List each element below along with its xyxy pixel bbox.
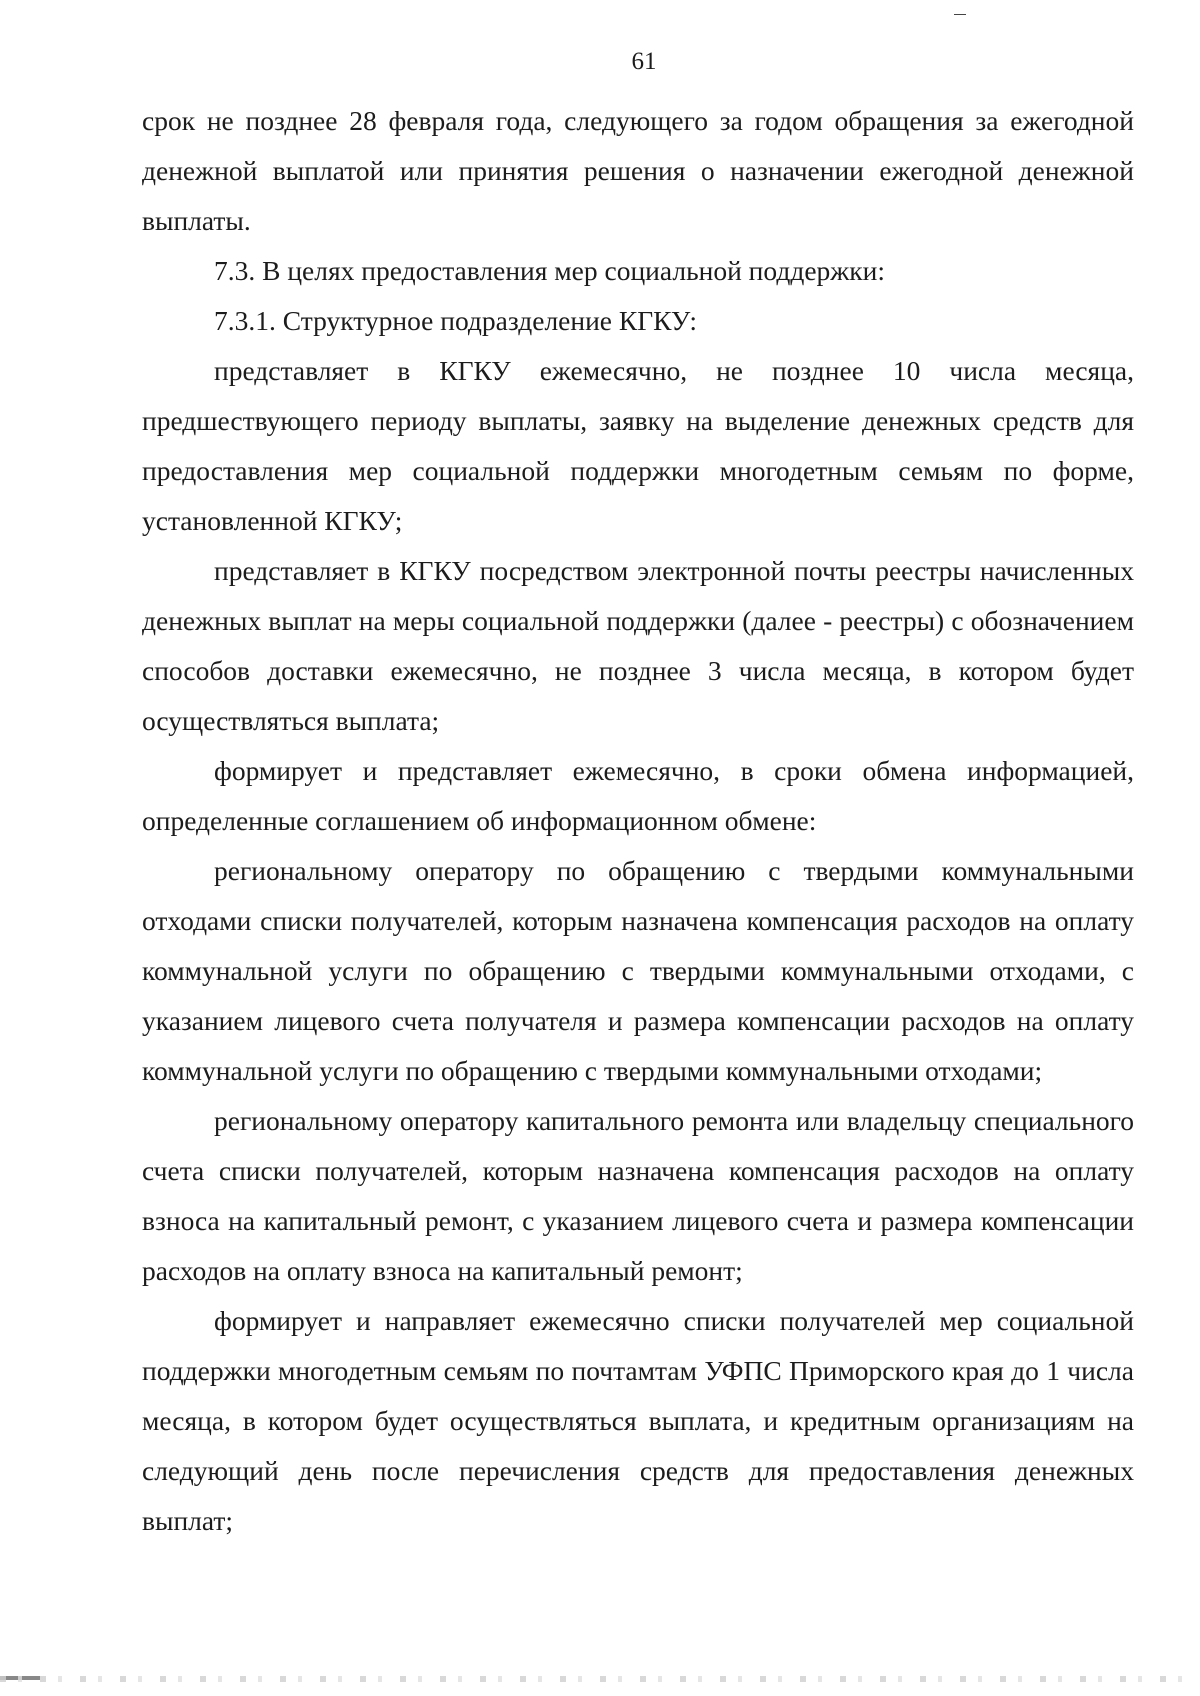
paragraph: представляет в КГКУ ежемесячно, не позднее 10 числа месяца, предшествующего периоду выплаты, заявку на выделение денежных средств для предоставления мер социальной поддержки многодетным семьям по форме, установленной КГКУ; [142, 355, 1134, 536]
paragraph-continuation: срок не позднее 28 февраля года, следующего за годом обращения за ежегодной денежной выплатой или принятия решения о назначении ежегодной денежной выплаты. [142, 105, 1134, 236]
section-heading-7-3-1: 7.3.1. Структурное подразделение КГКУ: [214, 305, 697, 336]
scan-edge-strip [0, 1676, 1200, 1682]
paragraph: формирует и представляет ежемесячно, в сроки обмена информацией, определенные соглашением об информационном обмене: [142, 755, 1134, 836]
page-number: 61 [631, 48, 657, 75]
section-heading-7-3: 7.3. В целях предоставления мер социальной поддержки: [214, 255, 885, 286]
paragraph: региональному оператору капитального ремонта или владельцу специального счета списки получателей, которым назначена компенсация расходов на оплату взноса на капитальный ремонт, с указанием лицевого счета и размера компенсации расходов на оплату взноса на капитальный ремонт; [142, 1105, 1134, 1286]
paragraph: формирует и направляет ежемесячно списки получателей мер социальной поддержки многодетным семьям по почтамтам УФПС Приморского края до 1 числа месяца, в котором будет осуществляться выплата, и кредитным организациям на следующий день после перечисления средств для предоставления денежных выплат; [142, 1305, 1134, 1536]
document-body [142, 96, 1134, 1546]
paragraph: региональному оператору по обращению с твердыми коммунальными отходами списки получателей, которым назначена компенсация расходов на оплату коммунальной услуги по обращению с твердыми коммунальными отходами, с указанием лицевого счета получателя и размера компенсации расходов на оплату коммунальной услуги по обращению с твердыми коммунальными отходами; [142, 855, 1134, 1086]
paragraph: представляет в КГКУ посредством электронной почты реестры начисленных денежных выплат на меры социальной поддержки (далее - реестры) с обозначением способов доставки ежемесячно, не позднее 3 числа месяца, в котором будет осуществляться выплата; [142, 555, 1134, 736]
scan-mark [954, 14, 966, 15]
